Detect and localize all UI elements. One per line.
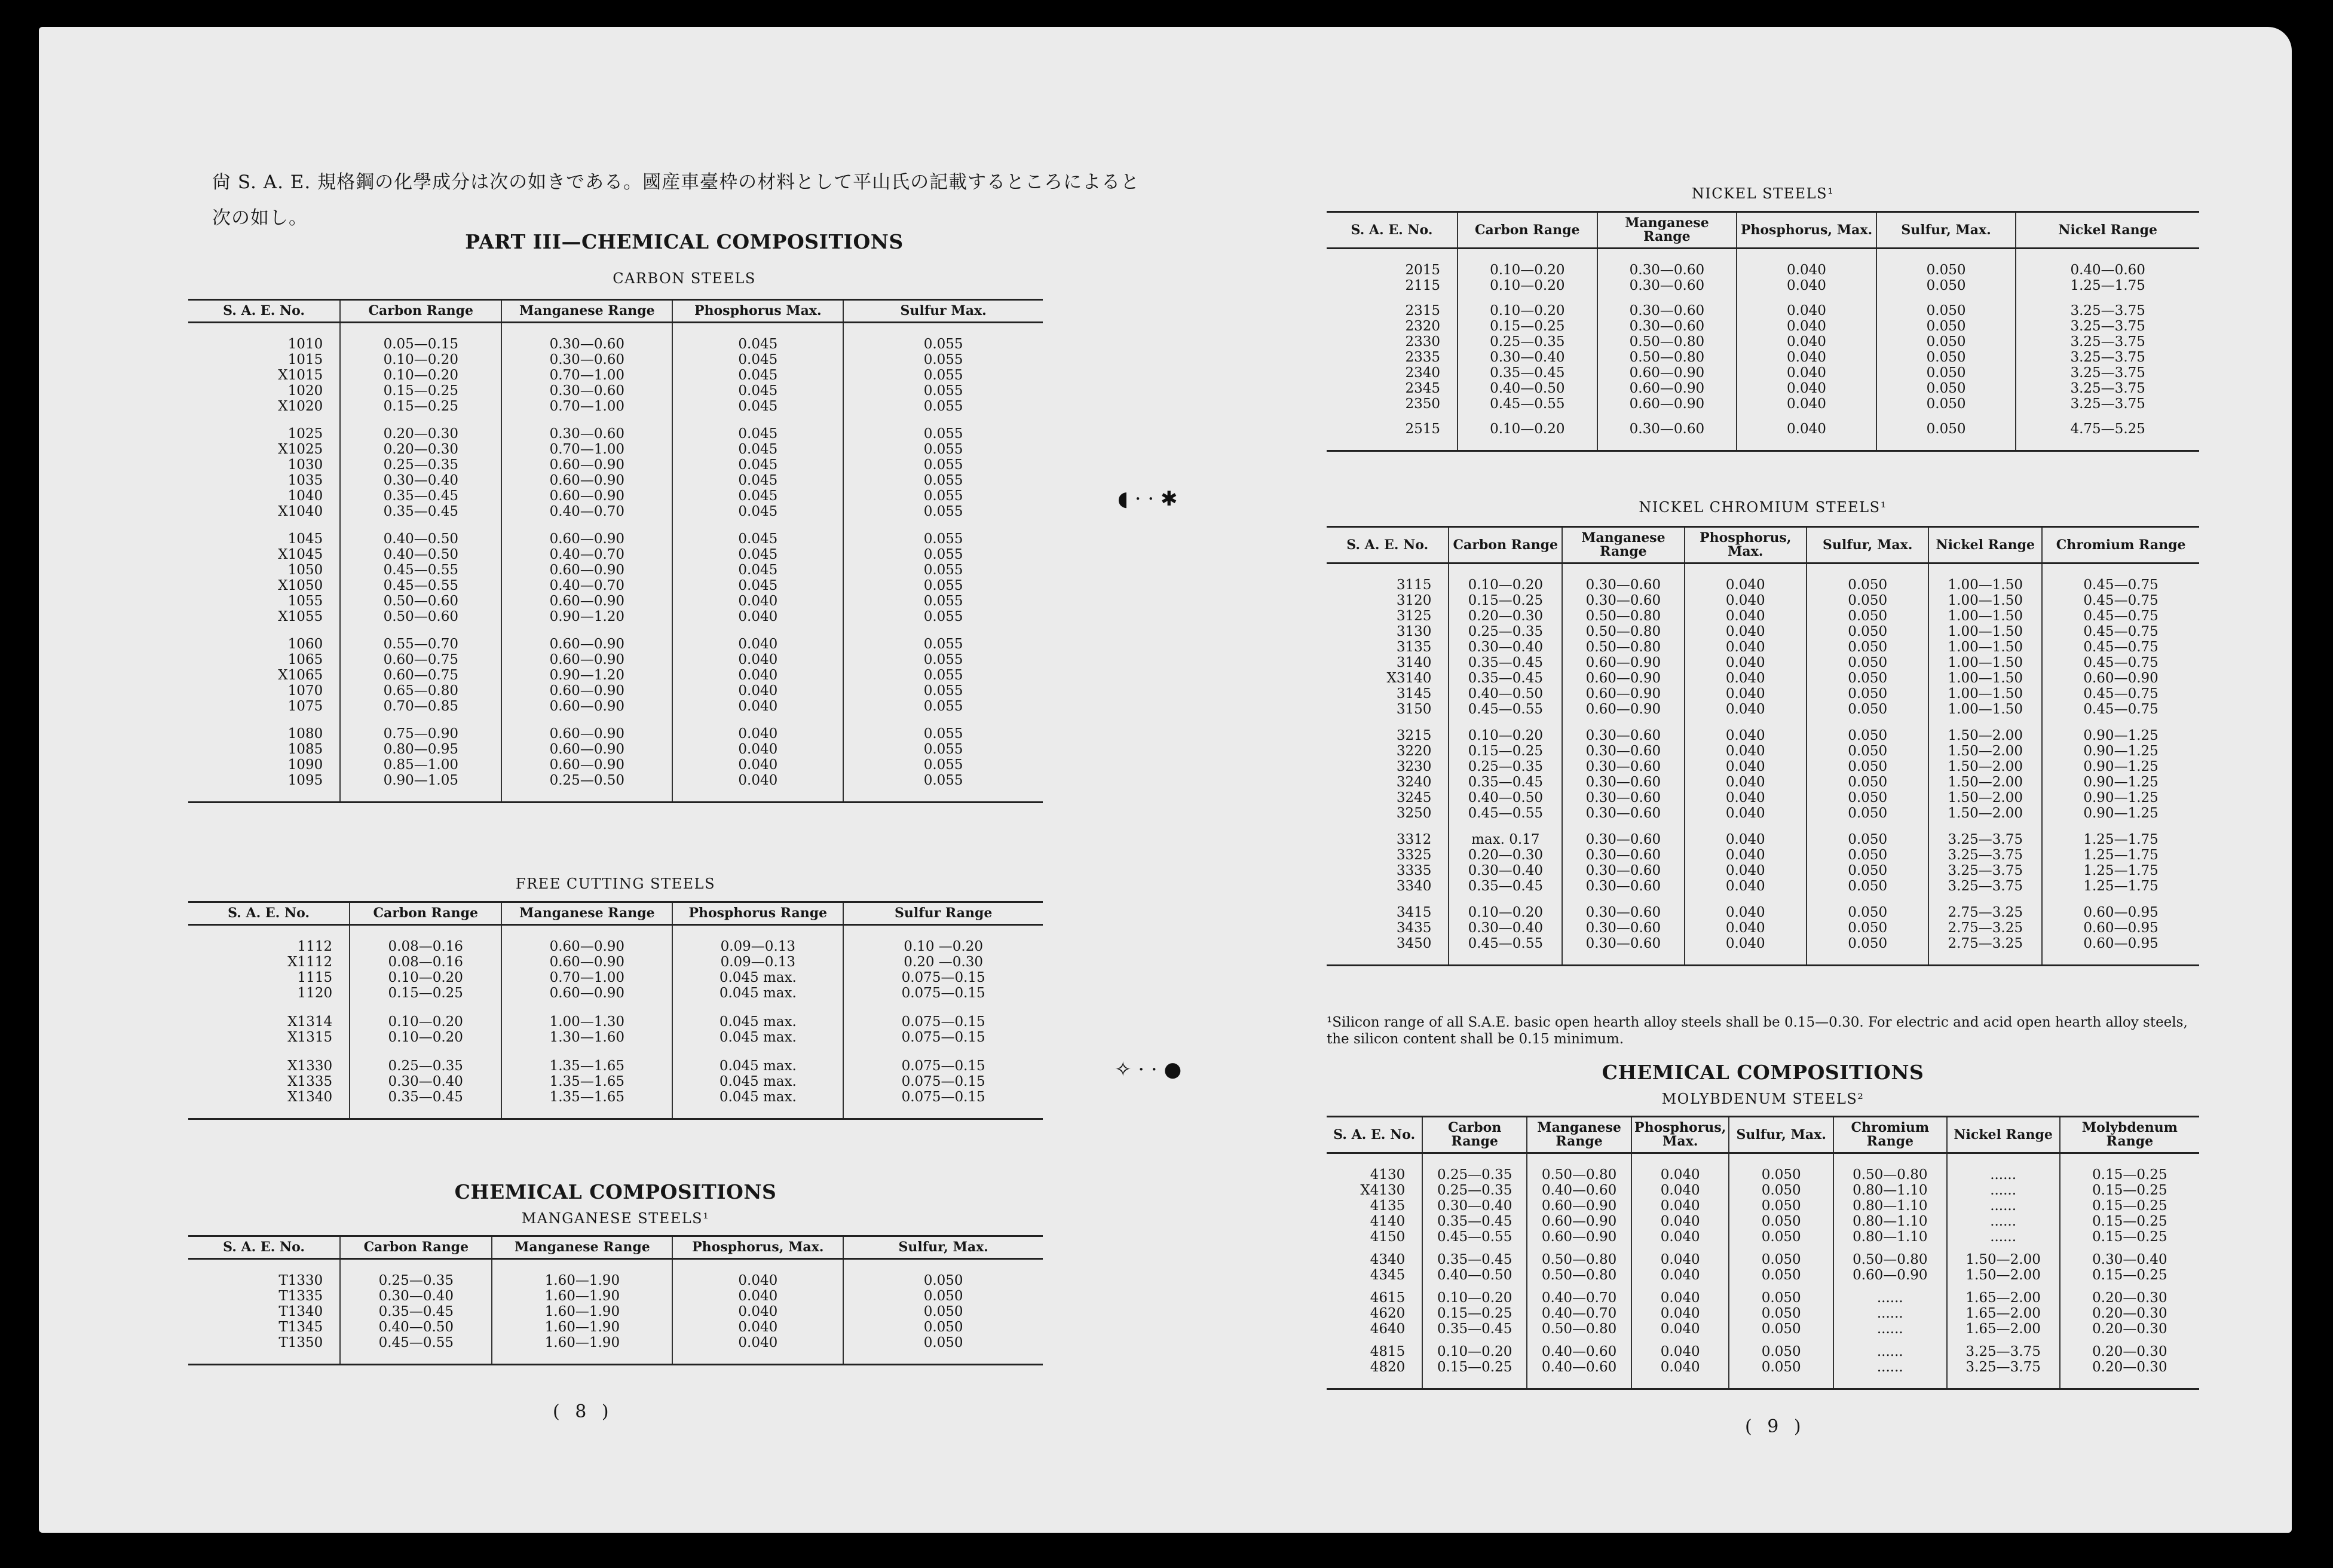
value-cell: 0.045 max. 0.045 max. 0.045 max. (672, 1045, 843, 1119)
table-row-group (188, 1045, 1043, 1119)
value-cell: 0.25—0.35 0.30—0.40 0.35—0.45 (350, 1045, 501, 1119)
value-cell: 0.10—0.20 0.30—0.40 0.45—0.55 (1449, 894, 1562, 966)
value-cell: 0.045 0.045 0.045 0.045 0.040 0.040 (672, 519, 843, 624)
value-cell: 0.75—0.90 0.80—0.95 0.85—1.00 0.90—1.05 (340, 714, 501, 803)
value-cell: 0.10—0.20 (1458, 412, 1597, 451)
column-header: Manganese Range (1527, 1117, 1631, 1153)
value-cell: 0.040 0.040 0.040 0.040 0.040 0.040 0.040 0.040 0.040 (1685, 564, 1807, 718)
column-header: Phosphorus Range (672, 902, 843, 925)
column-header: Manganese Range (492, 1236, 672, 1259)
value-cell: 0.60—0.90 0.60—0.90 0.60—0.90 0.25—0.50 (501, 714, 672, 803)
value-cell: 0.30—0.60 0.30—0.60 0.50—0.80 0.50—0.80 0.50—0.80 0.60—0.90 0.60—0.90 0.60—0.90 0.60—0.90 (1562, 564, 1684, 718)
value-cell: 4.75—5.25 (2016, 412, 2199, 451)
value-cell: ...... ...... (1833, 1337, 1947, 1389)
sae-number-cell: 2515 (1327, 412, 1458, 451)
value-cell: 0.055 0.055 0.055 0.055 0.055 (843, 624, 1043, 714)
value-cell: 0.25—0.35 0.25—0.35 0.30—0.40 0.35—0.45 0.45—0.55 (1422, 1153, 1527, 1245)
column-header: Manganese Range (501, 902, 672, 925)
value-cell: 0.30—0.60 0.70—1.00 0.60—0.90 0.60—0.90 0.60—0.90 0.40—0.70 (501, 414, 672, 519)
column-header: S. A. E. No. (188, 300, 340, 323)
value-cell: 3.25—3.75 3.25—3.75 (1947, 1337, 2060, 1389)
value-cell: 0.045 max. 0.045 max. (672, 1001, 843, 1045)
header-row (1327, 1117, 2199, 1153)
value-cell: 0.10 —0.20 0.20 —0.30 0.075—0.15 0.075—0.15 (843, 925, 1043, 1002)
value-cell: 0.10—0.20 0.15—0.25 (1422, 1337, 1527, 1389)
header-row (1327, 527, 2199, 564)
value-cell: 0.040 0.040 0.040 0.040 (672, 714, 843, 803)
value-cell: 0.30—0.60 0.30—0.60 0.30—0.60 (1562, 894, 1684, 966)
column-header: S. A. E. No. (1327, 1117, 1422, 1153)
column-header: Chromium Range (2042, 527, 2199, 564)
molybdenum-steels-table (1327, 1116, 2199, 1390)
column-header: S. A. E. No. (188, 1236, 340, 1259)
manganese-subtitle: MANGANESE STEELS¹ (521, 1210, 710, 1227)
column-header: Nickel Range (1947, 1117, 2060, 1153)
value-cell: 0.15—0.25 0.15—0.25 0.15—0.25 0.15—0.25 0.15—0.25 (2060, 1153, 2199, 1245)
table-row-group (188, 414, 1043, 519)
value-cell: 0.040 0.040 0.040 (1631, 1283, 1729, 1337)
sae-number-cell: 3115 3120 3125 3130 3135 3140 X3140 3145 3150 (1386, 577, 1432, 717)
free-cutting-table (188, 901, 1043, 1120)
value-cell: ...... ...... ...... ...... ...... (1947, 1153, 2060, 1245)
nickel-steels-table (1327, 211, 2199, 452)
value-cell: 0.050 0.050 0.050 0.050 0.050 0.050 0.050 0.050 0.050 (1807, 564, 1928, 718)
header-row (188, 902, 1043, 925)
scanned-spread (39, 27, 2292, 1533)
value-cell: 3.25—3.75 3.25—3.75 3.25—3.75 3.25—3.75 3.25—3.75 3.25—3.75 3.25—3.75 (2016, 293, 2199, 412)
page-number-right: ( 9 ) (1745, 1416, 1806, 1437)
sae-number-cell: 2315 2320 2330 2335 2340 2345 2350 (1405, 303, 1440, 412)
column-header: Sulfur, Max. (1729, 1117, 1833, 1153)
value-cell: 0.90—1.25 0.90—1.25 0.90—1.25 0.90—1.25 0.90—1.25 0.90—1.25 (2042, 717, 2199, 821)
column-header: Sulfur, Max. (1807, 527, 1928, 564)
value-cell: 1.50—2.00 1.50—2.00 1.50—2.00 1.50—2.00 1.50—2.00 1.50—2.00 (1928, 717, 2042, 821)
sae-number-cell: 4615 4620 4640 (1370, 1290, 1406, 1337)
sae-number-cell: 1025 X1025 1030 1035 1040 X1040 (278, 426, 323, 519)
value-cell: 1.65—2.00 1.65—2.00 1.65—2.00 (1947, 1283, 2060, 1337)
value-cell: 0.040 0.040 (1737, 249, 1876, 294)
column-header: Carbon Range (1458, 212, 1597, 249)
sae-number-cell: X1330 X1335 X1340 (188, 1045, 350, 1119)
value-cell: 0.40—0.60 0.40—0.60 (1527, 1337, 1631, 1389)
value-cell: 0.050 0.050 (1729, 1245, 1833, 1283)
column-header: Phosphorus Max. (672, 300, 843, 323)
value-cell: 0.050 0.050 (1876, 249, 2016, 294)
table-row-group (1327, 821, 2199, 894)
table-row-group (1327, 564, 2199, 718)
value-cell: 0.60—0.90 0.40—0.70 0.60—0.90 0.40—0.70 0.60—0.90 0.90—1.20 (501, 519, 672, 624)
value-cell: 0.055 0.055 0.055 0.055 0.055 0.055 (843, 519, 1043, 624)
value-cell: 0.050 0.050 0.050 0.050 0.050 (1729, 1153, 1833, 1245)
molybdenum-title: CHEMICAL COMPOSITIONS (1602, 1061, 1924, 1084)
value-cell: 0.040 0.040 0.040 0.040 0.040 (672, 624, 843, 714)
value-cell: 0.55—0.70 0.60—0.75 0.60—0.75 0.65—0.80 0.70—0.85 (340, 624, 501, 714)
sae-number-cell: 4340 4345 (1370, 1252, 1406, 1283)
column-header: Nickel Range (1928, 527, 2042, 564)
column-header: S. A. E. No. (188, 902, 350, 925)
sae-number-cell: 2015 2115 (1405, 262, 1440, 293)
value-cell: 0.60—0.90 0.60—0.90 0.90—1.20 0.60—0.90 0.60—0.90 (501, 624, 672, 714)
table-row-group (1327, 412, 2199, 451)
value-cell: 0.050 0.050 0.050 0.050 0.050 0.050 (1807, 717, 1928, 821)
value-cell: 0.050 0.050 0.050 0.050 0.050 0.050 0.050 (1876, 293, 2016, 412)
value-cell: 1.25—1.75 1.25—1.75 1.25—1.75 1.25—1.75 (2042, 821, 2199, 894)
column-header: Phosphorus, Max. (1685, 527, 1807, 564)
column-header: Carbon Range (1422, 1117, 1527, 1153)
column-header: S. A. E. No. (1327, 212, 1458, 249)
binding-hole-mark: ◖ · · ✱ (1117, 487, 1178, 511)
table-row-group (188, 519, 1043, 624)
table-row-group (188, 925, 1043, 1002)
manganese-steels-table (188, 1235, 1043, 1365)
sae-number-cell: 3415 3435 3450 (1327, 894, 1449, 966)
carbon-steels-table (188, 299, 1043, 803)
table-row-group (188, 1001, 1043, 1045)
table-row-group (1327, 1153, 2199, 1245)
header-row (1327, 212, 2199, 249)
value-cell: 0.075—0.15 0.075—0.15 0.075—0.15 (843, 1045, 1043, 1119)
value-cell: 3.25—3.75 3.25—3.75 3.25—3.75 3.25—3.75 (1928, 821, 2042, 894)
value-cell: 0.055 0.055 0.055 0.055 0.055 (843, 323, 1043, 415)
column-header: Phosphorus, Max. (672, 1236, 843, 1259)
table-row-group (1327, 249, 2199, 294)
column-header: Manganese Range (501, 300, 672, 323)
sae-number-cell: 3215 3220 3230 3240 3245 3250 (1396, 728, 1432, 821)
table-row-group (188, 714, 1043, 803)
header-row (188, 300, 1043, 323)
value-cell: 0.040 0.040 0.040 0.040 0.040 (1631, 1153, 1729, 1245)
carbon-steels-subtitle: CARBON STEELS (613, 270, 756, 287)
sae-number-cell: 3312 3325 3335 3340 (1396, 832, 1432, 894)
column-header: Carbon Range (1449, 527, 1562, 564)
value-cell: 0.075—0.15 0.075—0.15 (843, 1001, 1043, 1045)
value-cell: 1.00—1.30 1.30—1.60 (501, 1001, 672, 1045)
nickel-steels-subtitle: NICKEL STEELS¹ (1691, 185, 1835, 202)
column-header: Sulfur Range (843, 902, 1043, 925)
value-cell: 0.30—0.60 0.30—0.60 0.30—0.60 0.30—0.60 0.30—0.60 0.30—0.60 (1562, 717, 1684, 821)
value-cell: 1.50—2.00 1.50—2.00 (1947, 1245, 2060, 1283)
table-row-group (1327, 717, 2199, 821)
binding-hole-mark-lower: ✧ · · ● (1115, 1058, 1182, 1082)
intro-paragraph: 尙 S. A. E. 規格鋼の化學成分は次の如きである。國産車臺枠の材料として平山氏の記載するところによると次の如し。 (212, 172, 1140, 229)
sae-number-cell: 1010 1015 X1015 1020 X1020 (278, 336, 323, 414)
value-cell: 0.050 0.050 0.050 0.050 (1807, 821, 1928, 894)
value-cell: 1.35—1.65 1.35—1.65 1.35—1.65 (501, 1045, 672, 1119)
value-cell: 0.045 0.045 0.045 0.045 0.045 (672, 323, 843, 415)
value-cell: 0.09—0.13 0.09—0.13 0.045 max. 0.045 max. (672, 925, 843, 1002)
value-cell: 0.30—0.60 (1597, 412, 1737, 451)
value-cell: 0.10—0.20 0.10—0.20 (350, 1001, 501, 1045)
main-title: PART III—CHEMICAL COMPOSITIONS (465, 230, 904, 253)
value-cell: 0.30—0.60 0.30—0.60 0.30—0.60 0.30—0.60 (1562, 821, 1684, 894)
value-cell: 0.60—0.90 0.60—0.90 0.70—1.00 0.60—0.90 (501, 925, 672, 1002)
nickel-chromium-subtitle: NICKEL CHROMIUM STEELS¹ (1639, 499, 1887, 516)
column-header: Phosphorus, Max. (1631, 1117, 1729, 1153)
value-cell: 0.10—0.20 0.15—0.25 0.25—0.35 0.35—0.45 0.40—0.50 0.45—0.55 (1449, 717, 1562, 821)
value-cell: 0.040 (1737, 412, 1876, 451)
value-cell: 0.050 0.050 0.050 0.050 0.050 (843, 1259, 1043, 1365)
header-row (188, 1236, 1043, 1259)
value-cell: 0.25—0.35 0.30—0.40 0.35—0.45 0.40—0.50 0.45—0.55 (340, 1259, 492, 1365)
column-header: Sulfur, Max. (1876, 212, 2016, 249)
column-header: Manganese Range (1597, 212, 1737, 249)
sae-number-cell: T1330 T1335 T1340 T1345 T1350 (188, 1259, 340, 1365)
column-header: Manganese Range (1562, 527, 1684, 564)
sae-number-cell: X1314 X1315 (287, 1014, 333, 1045)
value-cell: 0.050 (1876, 412, 2016, 451)
value-cell: 1.00—1.50 1.00—1.50 1.00—1.50 1.00—1.50 1.00—1.50 1.00—1.50 1.00—1.50 1.00—1.50 1.00—1.50 (1928, 564, 2042, 718)
value-cell: 0.45—0.75 0.45—0.75 0.45—0.75 0.45—0.75 0.45—0.75 0.45—0.75 0.60—0.90 0.45—0.75 0.45—0.75 (2042, 564, 2199, 718)
value-cell: 0.30—0.40 0.15—0.25 (2060, 1245, 2199, 1283)
value-cell: 0.040 0.040 (1631, 1337, 1729, 1389)
value-cell: 0.50—0.80 0.50—0.80 (1527, 1245, 1631, 1283)
column-header: Carbon Range (350, 902, 501, 925)
value-cell: 0.050 0.050 (1729, 1337, 1833, 1389)
table-row-group (188, 1259, 1043, 1365)
value-cell: 0.10—0.20 0.15—0.25 0.25—0.35 0.30—0.40 0.35—0.45 0.40—0.50 0.45—0.55 (1458, 293, 1597, 412)
sae-number-cell: 1060 1065 X1065 1070 1075 (278, 636, 323, 714)
sae-number-cell: 1080 1085 1090 1095 (188, 714, 340, 803)
value-cell: 0.040 0.040 0.040 0.040 0.040 0.040 (1685, 717, 1807, 821)
value-cell: ...... ...... ...... (1833, 1283, 1947, 1337)
column-header: Chromium Range (1833, 1117, 1947, 1153)
value-cell: max. 0.17 0.20—0.30 0.30—0.40 0.35—0.45 (1449, 821, 1562, 894)
value-cell: 0.40—0.50 0.40—0.50 0.45—0.55 0.45—0.55 0.50—0.60 0.50—0.60 (340, 519, 501, 624)
value-cell: 0.055 0.055 0.055 0.055 (843, 714, 1043, 803)
value-cell: 0.60—0.95 0.60—0.95 0.60—0.95 (2042, 894, 2199, 966)
free-cutting-subtitle: FREE CUTTING STEELS (515, 875, 716, 892)
value-cell: 0.040 0.040 0.040 0.040 (1685, 821, 1807, 894)
value-cell: 0.040 0.040 (1631, 1245, 1729, 1283)
molybdenum-subtitle: MOLYBDENUM STEELS² (1661, 1091, 1864, 1107)
value-cell: 0.20—0.30 0.20—0.30 (2060, 1337, 2199, 1389)
table-row-group (1327, 894, 2199, 966)
value-cell: 0.50—0.80 0.60—0.90 (1833, 1245, 1947, 1283)
sae-number-cell: 1112 X1112 1115 1120 (287, 939, 333, 1001)
table-row-group (1327, 1245, 2199, 1283)
value-cell: 0.055 0.055 0.055 0.055 0.055 0.055 (843, 414, 1043, 519)
column-header: S. A. E. No. (1327, 527, 1449, 564)
column-header: Sulfur, Max. (843, 1236, 1043, 1259)
column-header: Nickel Range (2016, 212, 2199, 249)
value-cell: 0.20—0.30 0.20—0.30 0.25—0.35 0.30—0.40 0.35—0.45 0.35—0.45 (340, 414, 501, 519)
manganese-title: CHEMICAL COMPOSITIONS (454, 1180, 777, 1203)
value-cell: 0.30—0.60 0.30—0.60 0.70—1.00 0.30—0.60 0.70—1.00 (501, 323, 672, 415)
column-header: Carbon Range (340, 1236, 492, 1259)
table-row-group (1327, 1283, 2199, 1337)
table-row-group (188, 624, 1043, 714)
value-cell: 0.05—0.15 0.10—0.20 0.10—0.20 0.15—0.25 0.15—0.25 (340, 323, 501, 415)
value-cell: 0.10—0.20 0.15—0.25 0.20—0.30 0.25—0.35 0.30—0.40 0.35—0.45 0.35—0.45 0.40—0.50 0.45—0.55 (1449, 564, 1562, 718)
table-row-group (1327, 293, 2199, 412)
sae-number-cell: 4130 X4130 4135 4140 4150 (1360, 1167, 1406, 1245)
value-cell: 0.040 0.040 0.040 (1685, 894, 1807, 966)
sae-number-cell: 1045 X1045 1050 X1050 1055 X1055 (278, 531, 323, 624)
value-cell: 0.050 0.050 0.050 (1729, 1283, 1833, 1337)
value-cell: 1.60—1.90 1.60—1.90 1.60—1.90 1.60—1.90 1.60—1.90 (492, 1259, 672, 1365)
value-cell: 0.040 0.040 0.040 0.040 0.040 0.040 0.040 (1737, 293, 1876, 412)
value-cell: 0.08—0.16 0.08—0.16 0.10—0.20 0.15—0.25 (350, 925, 501, 1002)
column-header: Carbon Range (340, 300, 501, 323)
value-cell: 0.045 0.045 0.045 0.045 0.045 0.045 (672, 414, 843, 519)
value-cell: 0.30—0.60 0.30—0.60 (1597, 249, 1737, 294)
value-cell: 0.40—0.60 1.25—1.75 (2016, 249, 2199, 294)
column-header: Molybdenum Range (2060, 1117, 2199, 1153)
value-cell: 0.35—0.45 0.40—0.50 (1422, 1245, 1527, 1283)
value-cell: 0.20—0.30 0.20—0.30 0.20—0.30 (2060, 1283, 2199, 1337)
value-cell: 0.10—0.20 0.10—0.20 (1458, 249, 1597, 294)
page-number-left: ( 8 ) (553, 1401, 614, 1422)
value-cell: 0.040 0.040 0.040 0.040 0.040 (672, 1259, 843, 1365)
column-header: Sulfur Max. (843, 300, 1043, 323)
table-row-group (1327, 1337, 2199, 1389)
value-cell: 0.50—0.80 0.80—1.10 0.80—1.10 0.80—1.10 0.80—1.10 (1833, 1153, 1947, 1245)
silicon-footnote: ¹Silicon range of all S.A.E. basic open hearth alloy steels shall be 0.15—0.30. For electric and acid open hearth alloy steels, the silicon content shall be 0.15 minimum. (1327, 1015, 2188, 1047)
value-cell: 0.50—0.80 0.40—0.60 0.60—0.90 0.60—0.90 0.60—0.90 (1527, 1153, 1631, 1245)
nickel-chromium-table (1327, 526, 2199, 966)
table-row-group (188, 323, 1043, 415)
value-cell: 0.10—0.20 0.15—0.25 0.35—0.45 (1422, 1283, 1527, 1337)
column-header: Phosphorus, Max. (1737, 212, 1876, 249)
value-cell: 2.75—3.25 2.75—3.25 2.75—3.25 (1928, 894, 2042, 966)
value-cell: 0.40—0.70 0.40—0.70 0.50—0.80 (1527, 1283, 1631, 1337)
value-cell: 0.050 0.050 0.050 (1807, 894, 1928, 966)
value-cell: 0.30—0.60 0.30—0.60 0.50—0.80 0.50—0.80 0.60—0.90 0.60—0.90 0.60—0.90 (1597, 293, 1737, 412)
sae-number-cell: 4815 4820 (1327, 1337, 1422, 1389)
